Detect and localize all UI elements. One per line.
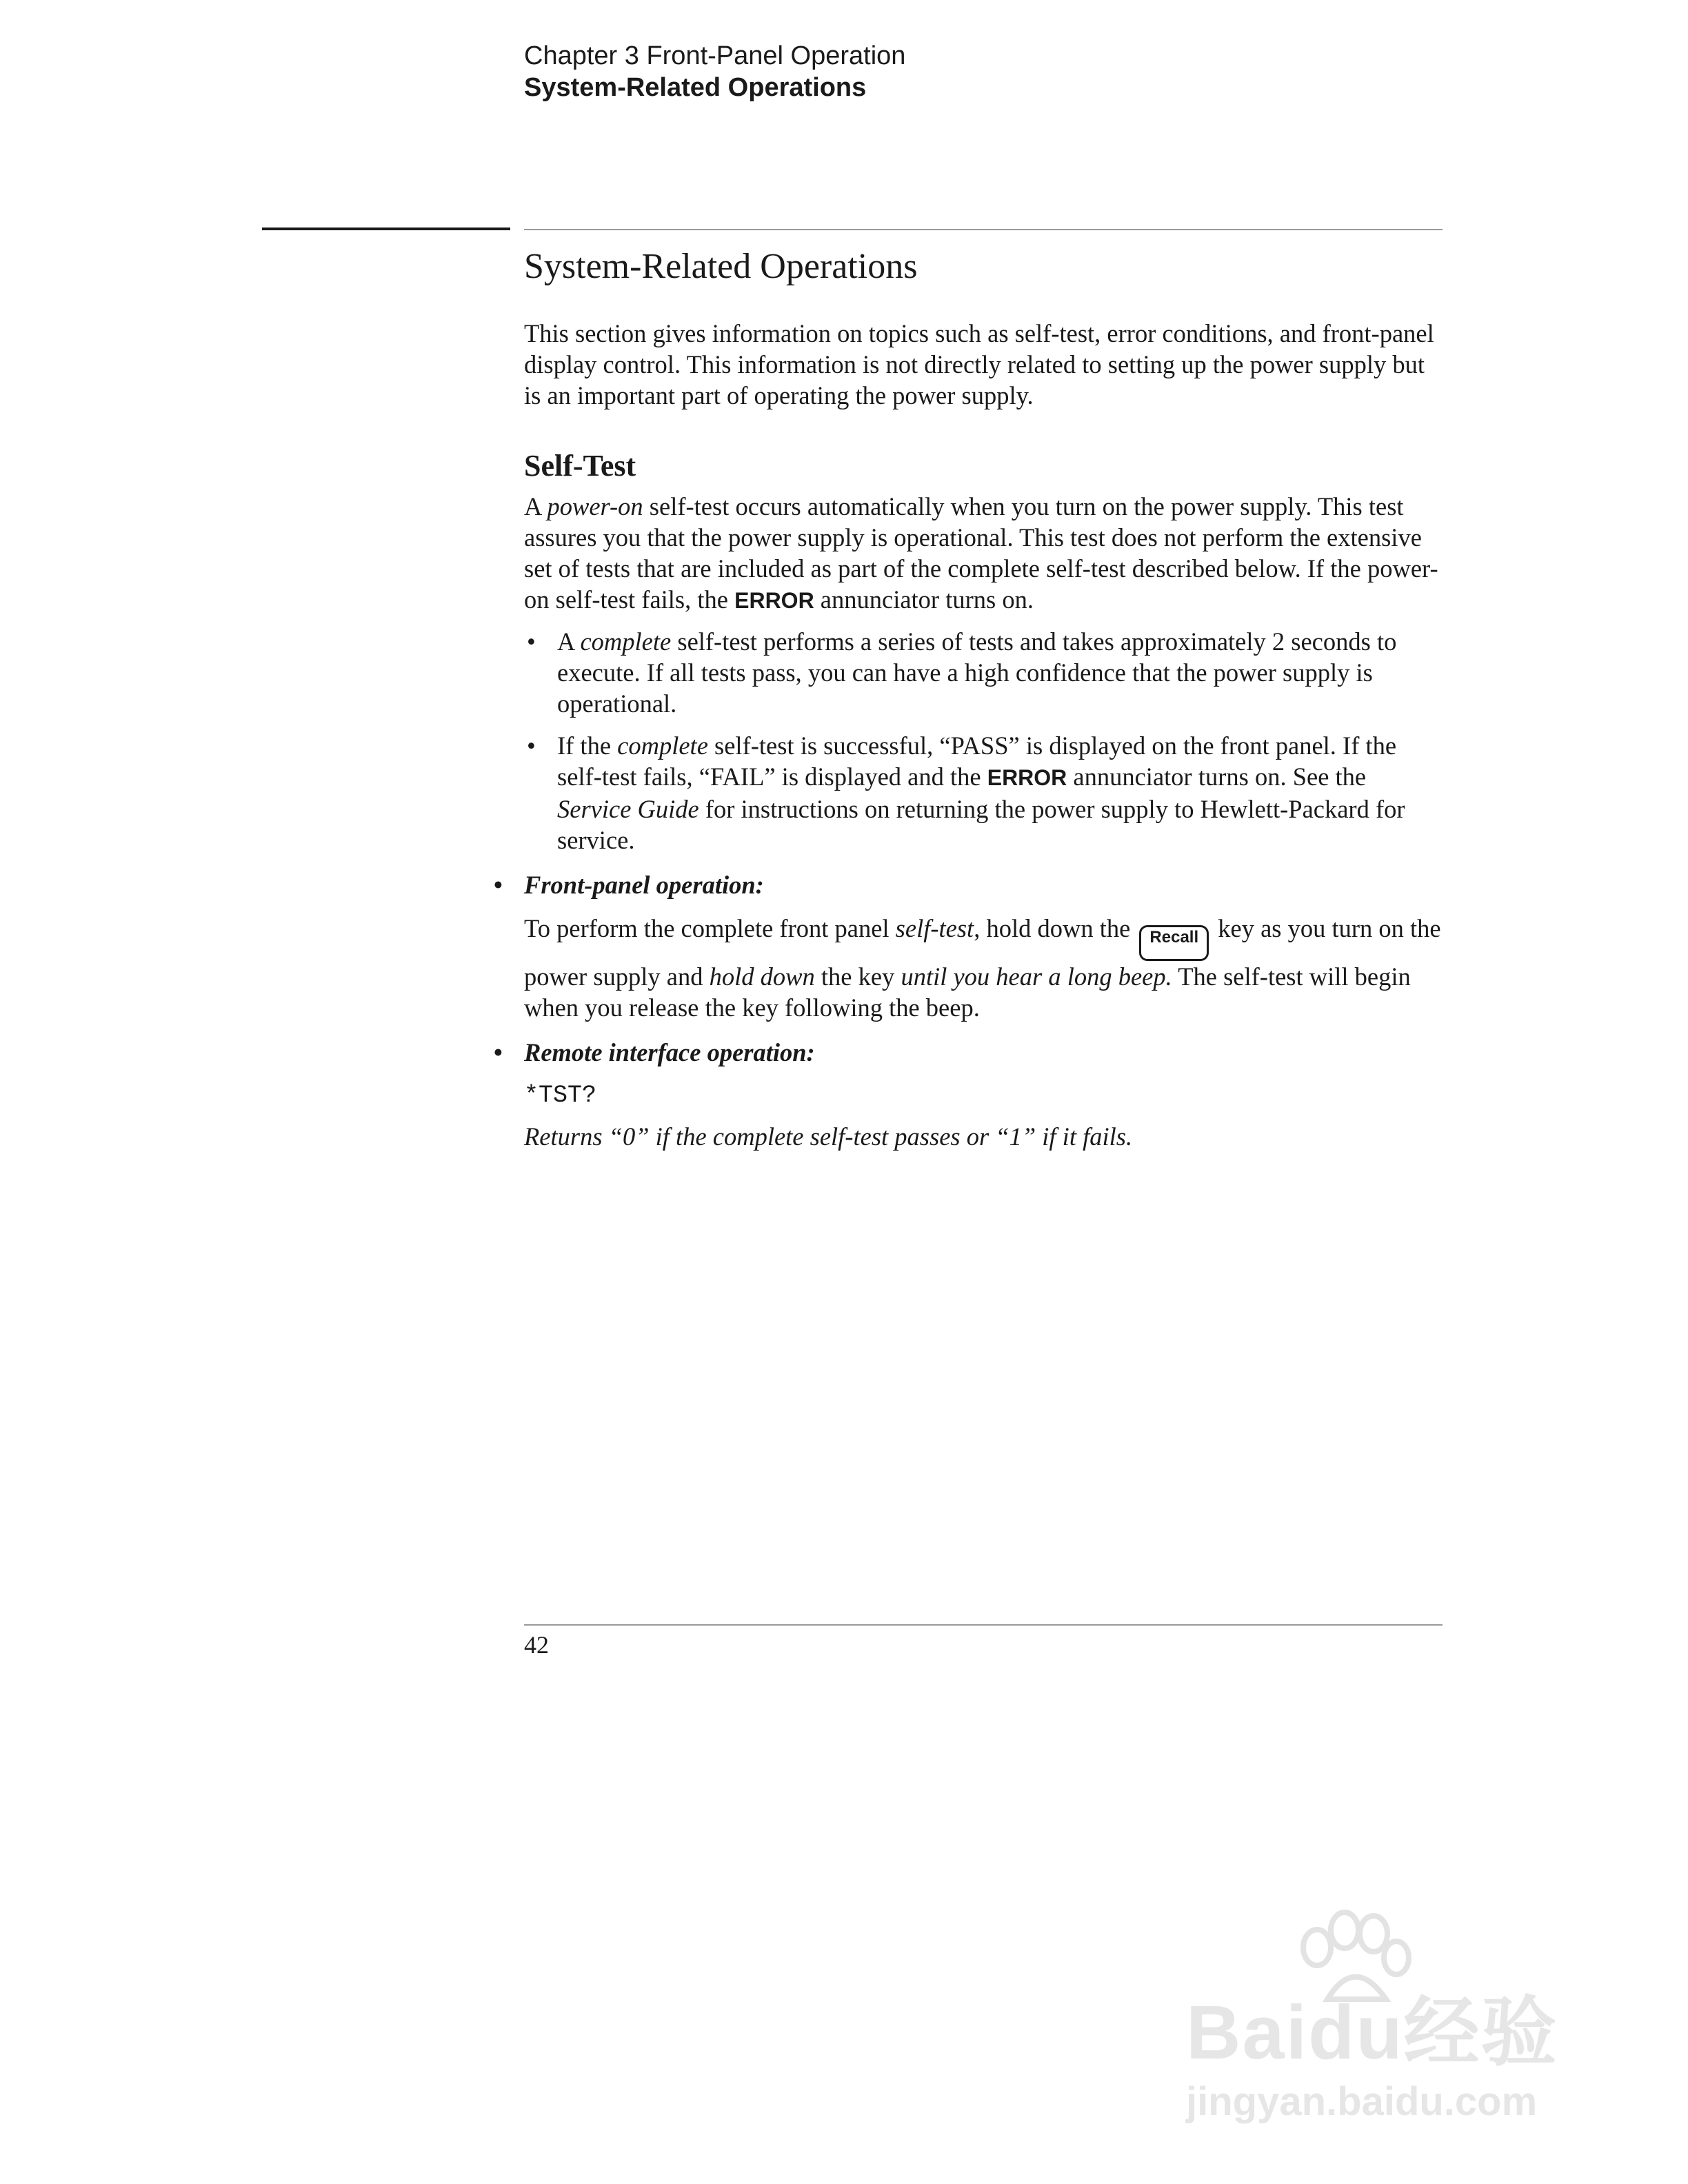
text-run: self-test performs a series of tests and takes approximately 2 seconds to execute. If all tests pass, you can have a high confidence that the power supply is operational. xyxy=(557,627,1397,718)
emphasis-power-on: power-on xyxy=(547,492,643,520)
list-item xyxy=(524,626,1443,719)
page-number: 42 xyxy=(524,1631,549,1659)
intro-paragraph: This section gives information on topics such as self-test, error conditions, and front-panel display control. This information is not directly related to setting up the power supply but is an important part of operating the power supply. xyxy=(524,319,1434,410)
text-run: A xyxy=(557,627,581,656)
chapter-title: Chapter 3 Front-Panel Operation xyxy=(524,41,906,70)
text-run: annunciator turns on. See the xyxy=(1067,762,1367,791)
text-run: A xyxy=(524,492,547,520)
bullet-icon: • xyxy=(527,627,536,656)
watermark-logo: Baidu经验 xyxy=(1186,1990,1558,2075)
text-run: for instructions on returning the power supply to Hewlett-Packard for service. xyxy=(557,795,1405,854)
recall-key-icon: Recall xyxy=(1139,925,1209,961)
emphasis-complete: complete xyxy=(580,627,672,656)
text-run: To perform the complete front panel xyxy=(524,914,896,942)
running-header xyxy=(524,40,905,103)
section-running-title: System-Related Operations xyxy=(524,73,867,102)
text-run: self-test occurs automatically when you turn on the power supply. This test assures you that the power supply is operational. This test does not perform the extensive set of tests that are included as part of the complete self-test described below. If the power-on self-test fails, the xyxy=(524,492,1438,614)
heading-text: Front-panel operation: xyxy=(524,871,764,899)
watermark-url: jingyan.baidu.com xyxy=(1186,2079,1538,2124)
error-annunciator-label: ERROR xyxy=(987,765,1067,790)
self-test-heading: Self-Test xyxy=(524,449,636,483)
self-test-bullet-list xyxy=(524,626,1443,856)
emphasis-service-guide: Service Guide xyxy=(557,795,699,823)
emphasis-self-test: self-test xyxy=(895,914,974,942)
front-panel-paragraph xyxy=(524,913,1443,1023)
text-run: The self-test will begin when you release the key following the beep. xyxy=(524,962,1411,1022)
main-content xyxy=(494,245,1443,1162)
text-run: annunciator turns on. xyxy=(814,585,1034,614)
text-run: If the xyxy=(557,731,618,760)
bullet-icon: • xyxy=(527,731,536,760)
self-test-paragraph xyxy=(524,491,1443,616)
emphasis-hold-down: hold down xyxy=(709,962,815,991)
page-title: System-Related Operations xyxy=(524,247,918,286)
bullet-icon: • xyxy=(494,871,503,899)
top-divider-rule xyxy=(524,229,1443,230)
emphasis-long-beep: until you hear a long beep. xyxy=(901,962,1172,991)
remote-interface-operation-heading xyxy=(494,1037,1443,1068)
text-run: key as you turn on the power supply and xyxy=(524,914,1441,991)
front-panel-operation-heading xyxy=(494,869,1443,900)
list-item xyxy=(524,730,1443,856)
footer-divider-rule xyxy=(524,1624,1443,1626)
emphasis-complete: complete xyxy=(617,731,708,760)
bullet-icon: • xyxy=(494,1038,503,1066)
left-divider-rule xyxy=(262,228,510,230)
heading-text: Remote interface operation: xyxy=(524,1038,815,1066)
error-annunciator-label: ERROR xyxy=(734,588,814,613)
text-run: the key xyxy=(814,962,901,991)
returns-description: Returns “0” if the complete self-test passes or “1” if it fails. xyxy=(524,1122,1133,1151)
text-run: , hold down the xyxy=(974,914,1137,942)
text-run: self-test is successful, “PASS” is displayed on the front panel. If the self-test fails, “FAIL” is displayed and the xyxy=(557,731,1397,791)
baidu-watermark xyxy=(1186,1910,1579,2172)
scpi-command: *TST? xyxy=(524,1082,597,1109)
